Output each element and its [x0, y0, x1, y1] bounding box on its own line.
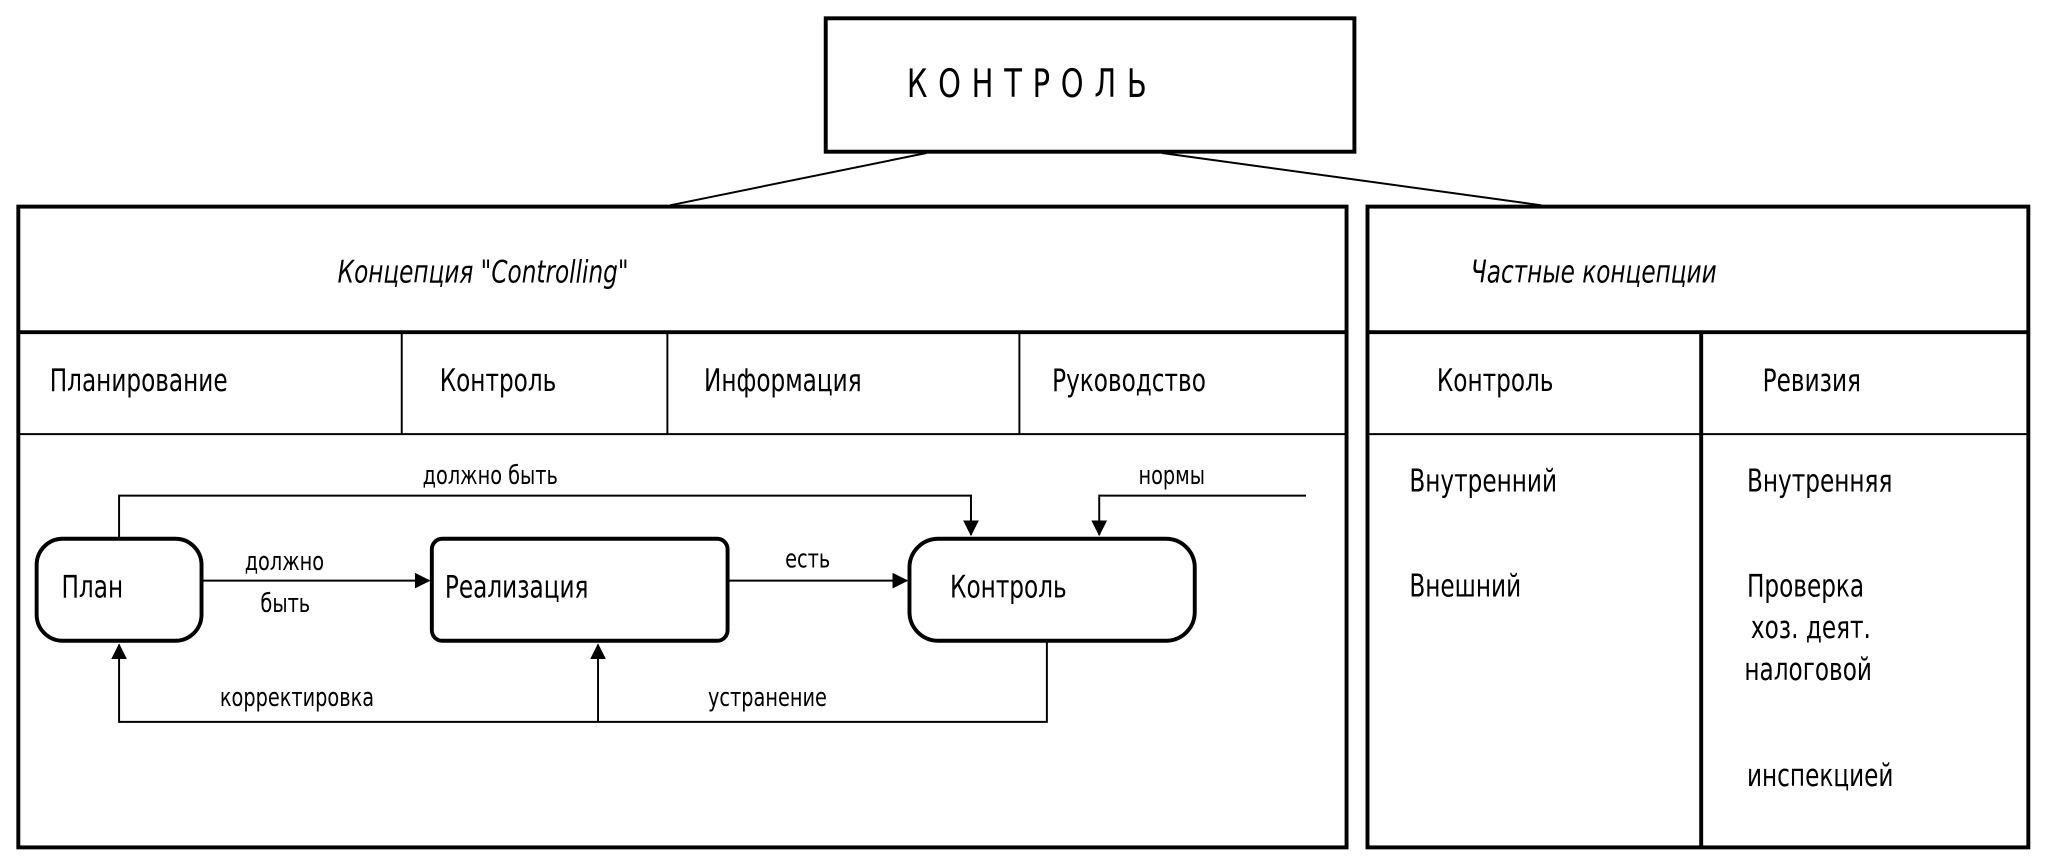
- connector-left: [670, 153, 926, 205]
- correction-label: корректировка: [219, 681, 375, 713]
- realization-label: Реализация: [444, 568, 589, 606]
- plan-label: План: [61, 568, 124, 606]
- page-title: КОНТРОЛЬ: [906, 61, 1158, 108]
- revision-note-line-1: Проверка: [1746, 567, 1865, 605]
- connector-right: [1162, 153, 1541, 205]
- control-item-external: Внешний: [1409, 567, 1522, 605]
- left-panel-frame: [18, 207, 1346, 848]
- arrow-norms: [1099, 496, 1306, 535]
- elimination-label: устранение: [707, 681, 827, 713]
- is-label: есть: [785, 542, 831, 575]
- revision-note-line-2: хоз. деят.: [1750, 609, 1871, 647]
- arrow-plan-control-top: [119, 496, 971, 538]
- right-panel-header: Частные концепции: [1470, 253, 1717, 291]
- right-panel-frame: [1367, 207, 2028, 848]
- left-panel-header: Концепция "Controlling": [337, 253, 629, 291]
- column-information: Информация: [704, 362, 862, 399]
- column-planning: Планирование: [49, 362, 228, 399]
- column-control: Контроль: [439, 362, 557, 399]
- should-be-label-line1: должно: [244, 545, 325, 577]
- revision-note-line-4: инспекцией: [1746, 757, 1894, 794]
- top-should-be-label: должно быть: [422, 459, 558, 491]
- norms-label: нормы: [1138, 459, 1205, 491]
- control-label: Контроль: [950, 568, 1067, 606]
- should-be-label-line2: быть: [260, 587, 311, 619]
- right-column-revision: Ревизия: [1762, 362, 1861, 399]
- column-management: Руководство: [1052, 362, 1206, 399]
- right-column-control: Контроль: [1436, 362, 1554, 399]
- control-item-internal: Внутренний: [1409, 462, 1557, 500]
- revision-note-line-3: налоговой: [1744, 651, 1872, 688]
- revision-item-internal: Внутренняя: [1746, 462, 1893, 500]
